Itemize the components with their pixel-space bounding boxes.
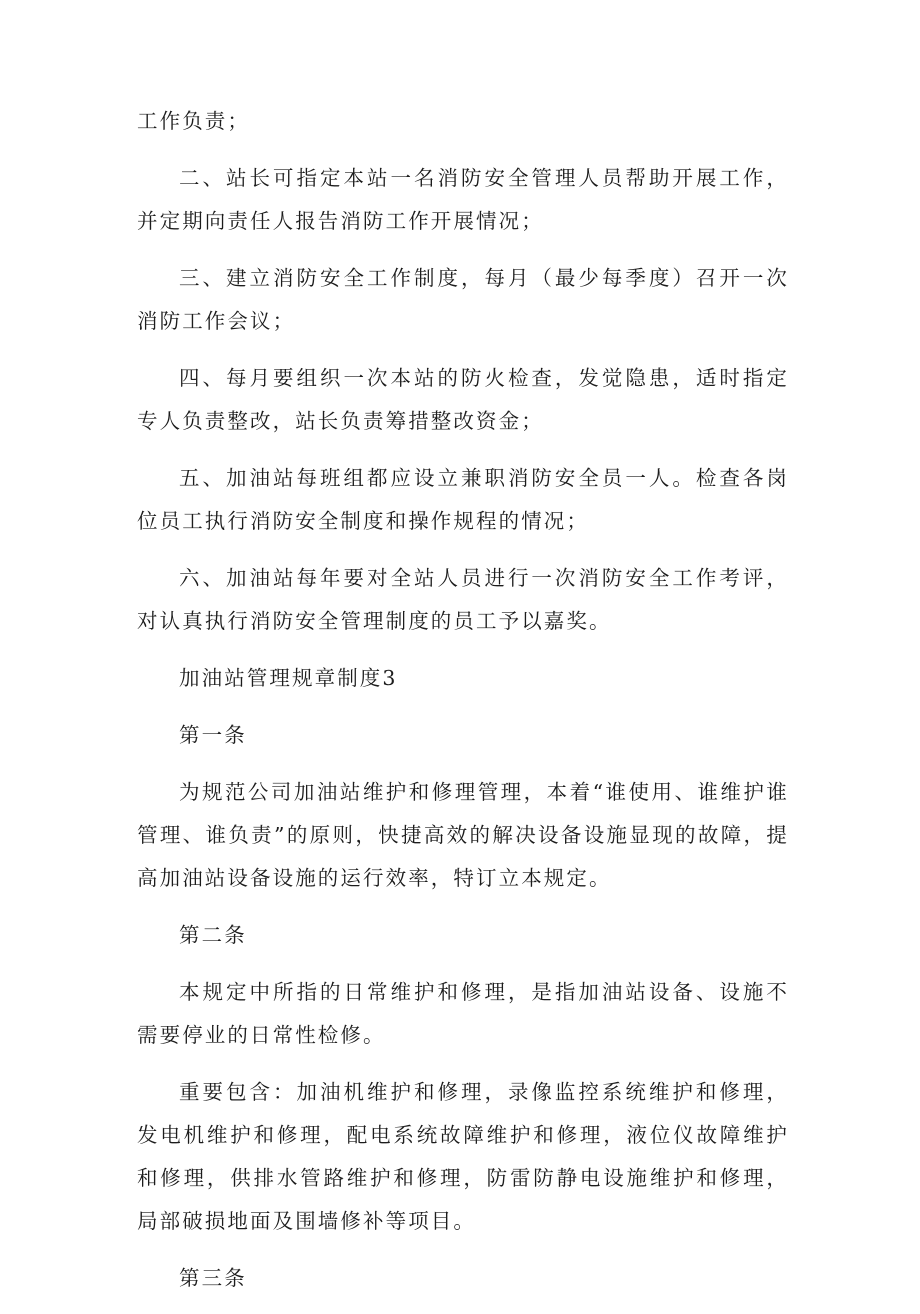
paragraph-item-2: 二、站长可指定本站一名消防安全管理人员帮助开展工作，并定期向责任人报告消防工作开展情况； bbox=[137, 166, 789, 233]
paragraph-item-5: 五、加油站每班组都应设立兼职消防安全员一人。检查各岗位员工执行消防安全制度和操作规程的情况； bbox=[137, 466, 789, 533]
paragraph-continuation: 工作负责； bbox=[137, 109, 250, 133]
article-2-scope: 重要包含：加油机维护和修理，录像监控系统维护和修理，发电机维护和修理，配电系统故障维护和修理，液位仪故障维护和修理，供排水管路维护和修理，防雷防静电设施维护和修理，局部破损地面及围墙修补等项目。 bbox=[137, 1080, 789, 1233]
paragraph-item-6: 六、加油站每年要对全站人员进行一次消防安全工作考评，对认真执行消防安全管理制度的员工予以嘉奖。 bbox=[137, 566, 789, 633]
article-1-body: 为规范公司加油站维护和修理管理，本着“谁使用、谁维护谁管理、谁负责”的原则，快捷高效的解决设备设施显现的故障，提高加油站设备设施的运行效率，特订立本规定。 bbox=[137, 780, 789, 890]
paragraph-item-4: 四、每月要组织一次本站的防火检查，发觉隐患，适时指定专人负责整改，站长负责筹措整改资金； bbox=[137, 366, 789, 433]
article-heading-1: 第一条 bbox=[179, 723, 247, 747]
paragraph-item-3: 三、建立消防安全工作制度，每月（最少每季度）召开一次消防工作会议； bbox=[137, 266, 789, 333]
article-heading-3: 第三条 bbox=[179, 1266, 247, 1290]
article-heading-2: 第二条 bbox=[179, 923, 247, 947]
section-heading: 加油站管理规章制度3 bbox=[179, 666, 398, 690]
article-2-body: 本规定中所指的日常维护和修理，是指加油站设备、设施不需要停业的日常性检修。 bbox=[137, 980, 789, 1047]
document-body bbox=[137, 100, 789, 1314]
